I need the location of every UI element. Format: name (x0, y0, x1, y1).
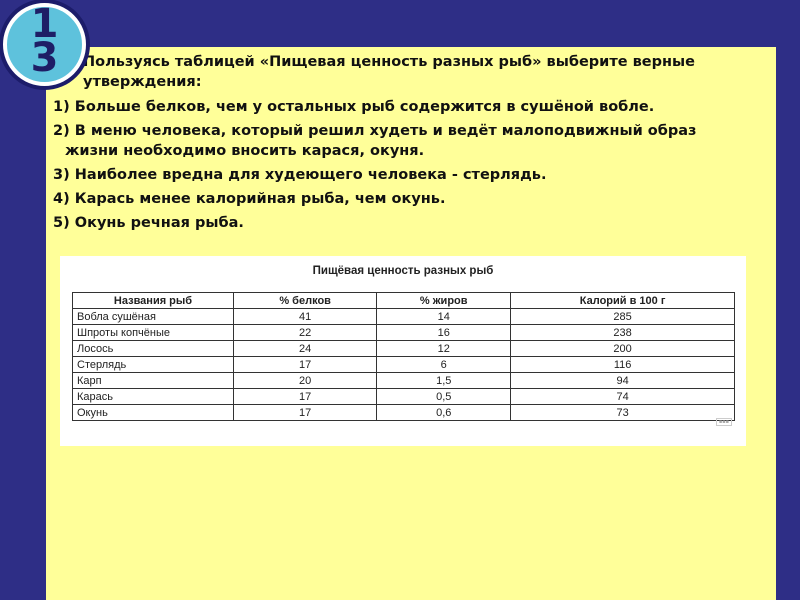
statement-number: 1) (53, 99, 70, 115)
value-cell: 6 (377, 357, 511, 373)
value-cell: 238 (511, 325, 735, 341)
value-cell: 285 (511, 309, 735, 325)
value-cell: 20 (234, 373, 377, 389)
value-cell: 0,6 (377, 405, 511, 421)
column-header-fat: % жиров (377, 293, 511, 309)
table-header-row (73, 293, 735, 309)
statement-text: Наиболее вредна для худеющего человека - стерлядь. (74, 167, 547, 183)
statement-number: 5) (53, 215, 70, 231)
table-row (73, 341, 735, 357)
value-cell: 24 (234, 341, 377, 357)
statement-1 (53, 97, 773, 117)
statement-number: 3) (53, 167, 70, 183)
table-row (73, 309, 735, 325)
column-header-calories: Калорий в 100 г (511, 293, 735, 309)
statement-text: Окунь речная рыба. (74, 215, 244, 231)
nutrition-table (72, 292, 735, 421)
statement-text: Карась менее калорийная рыба, чем окунь. (74, 191, 446, 207)
statement-text: В меню человека, который решил худеть и ведёт малоподвижный образ (74, 123, 697, 139)
table-row (73, 357, 735, 373)
nutrition-table-card (60, 256, 746, 446)
table-body (73, 309, 735, 421)
statement-number: 4) (53, 191, 70, 207)
value-cell: 94 (511, 373, 735, 389)
badge-digit-bottom: 3 (30, 35, 59, 81)
slide-number-badge (3, 3, 86, 86)
value-cell: 73 (511, 405, 735, 421)
fish-name-cell: Стерлядь (73, 357, 234, 373)
value-cell: 17 (234, 357, 377, 373)
value-cell: 41 (234, 309, 377, 325)
task-text (53, 52, 773, 237)
statement-text-continuation: жизни необходимо вносить карася, окуня. (65, 143, 425, 159)
fish-name-cell: Окунь (73, 405, 234, 421)
statement-number: 2) (53, 123, 70, 139)
value-cell: 17 (234, 405, 377, 421)
watermark-logo: ▪▪▪ (716, 418, 732, 426)
value-cell: 16 (377, 325, 511, 341)
column-header-fish: Названия рыб (73, 293, 234, 309)
value-cell: 116 (511, 357, 735, 373)
column-header-protein: % белков (234, 293, 377, 309)
fish-name-cell: Карась (73, 389, 234, 405)
value-cell: 200 (511, 341, 735, 357)
statement-4 (53, 189, 773, 209)
fish-name-cell: Карп (73, 373, 234, 389)
task-intro: Пользуясь таблицей «Пищевая ценность разных рыб» выберите верные утверждения: (83, 54, 695, 90)
statement-text: Больше белков, чем у остальных рыб содержится в сушёной вобле. (74, 99, 655, 115)
statement-2 (53, 121, 773, 161)
fish-name-cell: Вобла сушёная (73, 309, 234, 325)
table-row (73, 405, 735, 421)
value-cell: 12 (377, 341, 511, 357)
value-cell: 17 (234, 389, 377, 405)
fish-name-cell: Лосось (73, 341, 234, 357)
table-row (73, 325, 735, 341)
table-row (73, 389, 735, 405)
badge-digit-top: 1 (30, 3, 59, 47)
table-row (73, 373, 735, 389)
value-cell: 1,5 (377, 373, 511, 389)
value-cell: 22 (234, 325, 377, 341)
value-cell: 0,5 (377, 389, 511, 405)
statement-5 (53, 213, 773, 233)
table-title: Пищёвая ценность разных рыб (312, 265, 494, 277)
fish-name-cell: Шпроты копчёные (73, 325, 234, 341)
value-cell: 74 (511, 389, 735, 405)
statement-3 (53, 165, 773, 185)
value-cell: 14 (377, 309, 511, 325)
